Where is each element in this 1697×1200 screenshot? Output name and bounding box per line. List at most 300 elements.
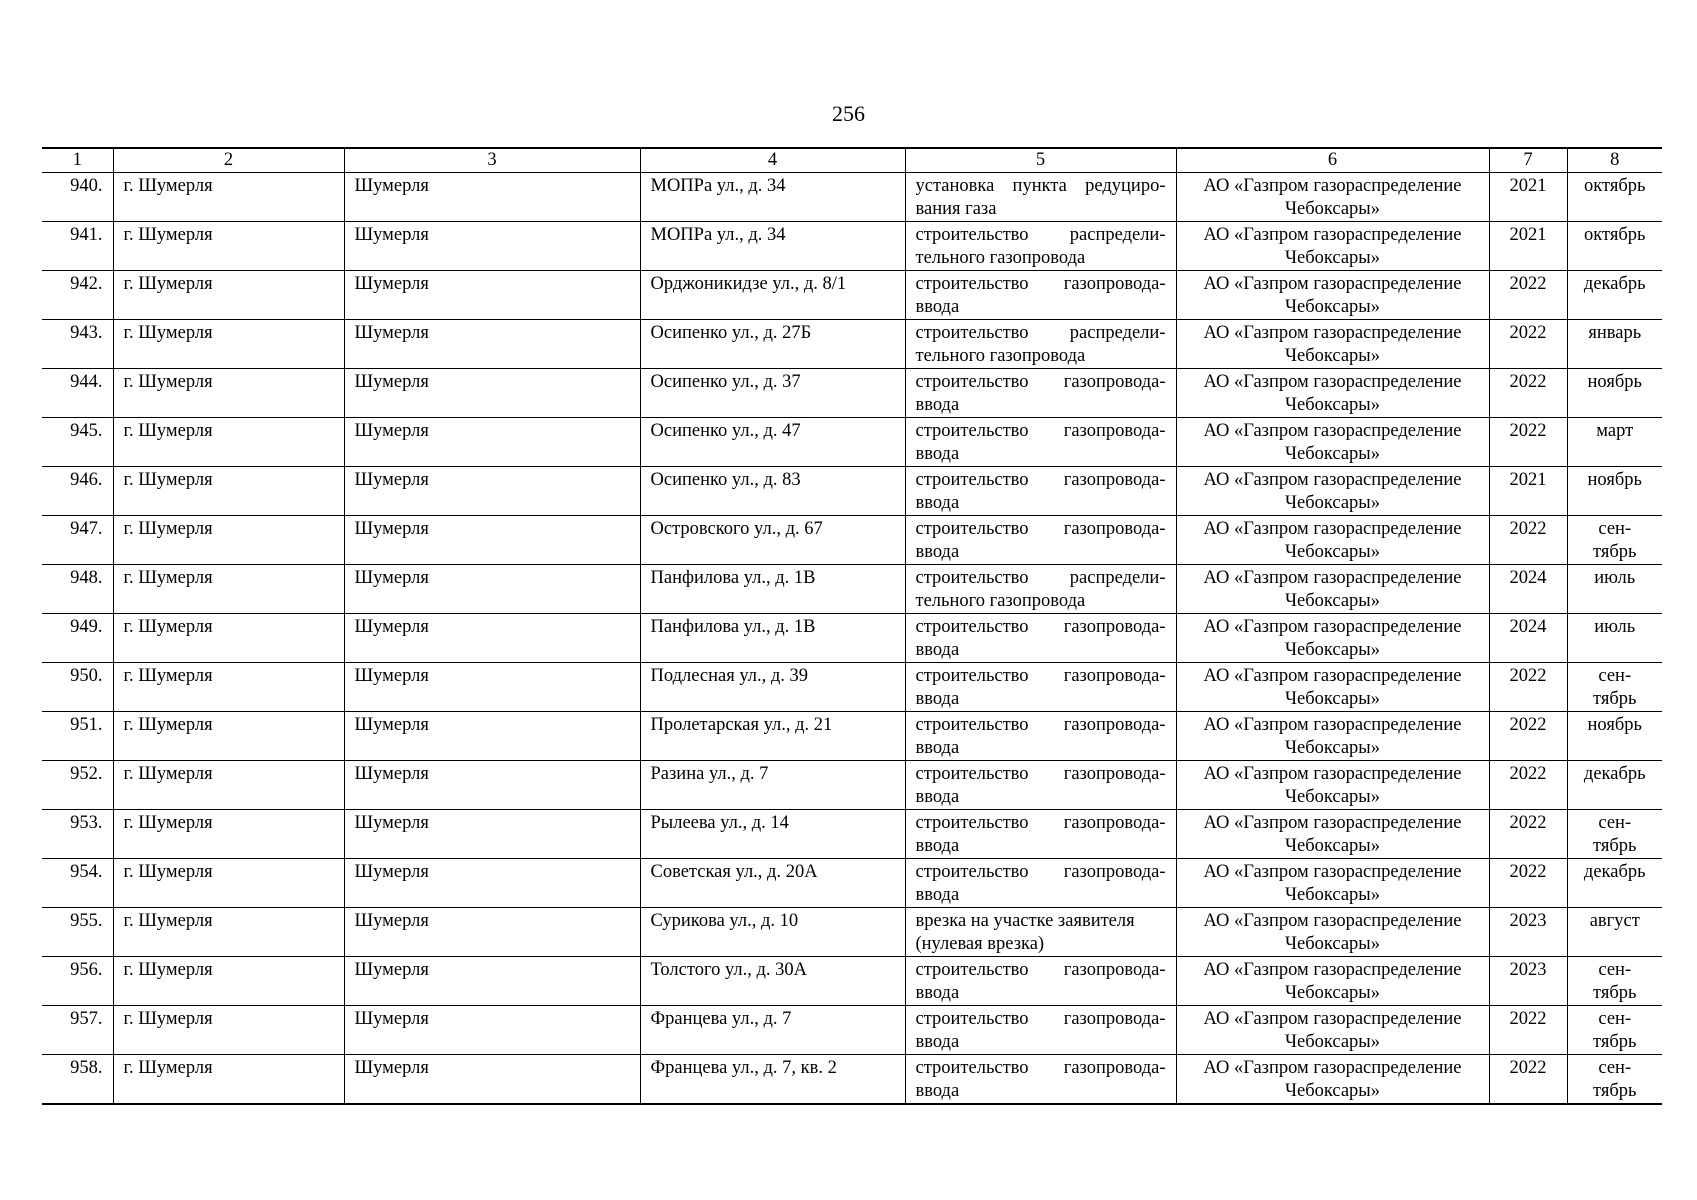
cell-text: 955. — [70, 910, 103, 931]
cell-text: строительство газопровода- — [915, 812, 1166, 833]
district-cell — [113, 809, 344, 858]
work-type-cell — [905, 760, 1176, 809]
cell-text: тельного газопровода — [915, 247, 1086, 268]
column-header: 4 — [640, 148, 905, 172]
cell-text: г. Шумерля — [123, 763, 213, 784]
cell-text: 2022 — [1509, 322, 1547, 343]
address-cell — [640, 907, 905, 956]
cell-text: 2022 — [1509, 861, 1547, 882]
cell-text: АО «Газпром газораспределение — [1203, 518, 1462, 539]
cell-text: 2024 — [1509, 567, 1547, 588]
organization-cell — [1176, 270, 1489, 319]
year-cell — [1489, 662, 1567, 711]
district-cell — [113, 662, 344, 711]
cell-text: 957. — [70, 1008, 103, 1029]
table-row — [42, 907, 1662, 956]
column-header: 3 — [344, 148, 640, 172]
organization-cell — [1176, 858, 1489, 907]
cell-text: тябрь — [1593, 688, 1637, 709]
cell-text: июль — [1594, 567, 1636, 588]
cell-text: тябрь — [1593, 1080, 1637, 1101]
cell-text: 948. — [70, 567, 103, 588]
district-cell — [113, 319, 344, 368]
table-row — [42, 515, 1662, 564]
cell-text: сен- — [1598, 665, 1632, 686]
cell-text: Чебоксары» — [1284, 247, 1380, 268]
cell-text: АО «Газпром газораспределение — [1203, 665, 1462, 686]
month-cell — [1567, 417, 1662, 466]
locality-cell — [344, 319, 640, 368]
cell-text: март — [1596, 420, 1634, 441]
cell-text: ввода — [915, 982, 960, 1003]
cell-text: сен- — [1598, 812, 1632, 833]
row-number-cell — [42, 858, 113, 907]
cell-text: Чебоксары» — [1284, 933, 1380, 954]
year-cell — [1489, 466, 1567, 515]
cell-text: строительство газопровода- — [915, 518, 1166, 539]
table-row — [42, 221, 1662, 270]
cell-text: г. Шумерля — [123, 714, 213, 735]
work-type-cell — [905, 1005, 1176, 1054]
cell-text: АО «Газпром газораспределение — [1203, 959, 1462, 980]
cell-text: Орджоникидзе ул., д. 8/1 — [650, 273, 847, 294]
row-number-cell — [42, 564, 113, 613]
cell-text: тябрь — [1593, 835, 1637, 856]
district-cell — [113, 1054, 344, 1104]
page-number: 256 — [832, 101, 865, 126]
organization-cell — [1176, 711, 1489, 760]
cell-text: вания газа — [915, 198, 997, 219]
district-cell — [113, 956, 344, 1005]
organization-cell — [1176, 515, 1489, 564]
locality-cell — [344, 711, 640, 760]
cell-text: тябрь — [1593, 982, 1637, 1003]
cell-text: Чебоксары» — [1284, 590, 1380, 611]
cell-text: тябрь — [1593, 1031, 1637, 1052]
data-table — [42, 147, 1662, 1105]
cell-text: Советская ул., д. 20А — [650, 861, 818, 882]
cell-text: Чебоксары» — [1284, 639, 1380, 660]
cell-text: Чебоксары» — [1284, 982, 1380, 1003]
cell-text: 2024 — [1509, 616, 1547, 637]
district-cell — [113, 270, 344, 319]
work-type-cell — [905, 221, 1176, 270]
cell-text: строительство газопровода- — [915, 1008, 1166, 1029]
column-header: 2 — [113, 148, 344, 172]
cell-text: ввода — [915, 1031, 960, 1052]
work-type-cell — [905, 319, 1176, 368]
organization-cell — [1176, 221, 1489, 270]
month-cell — [1567, 368, 1662, 417]
cell-text: г. Шумерля — [123, 371, 213, 392]
cell-text: 941. — [70, 224, 103, 245]
cell-text: сен- — [1598, 1057, 1632, 1078]
cell-text: строительство газопровода- — [915, 665, 1166, 686]
row-number-cell — [42, 319, 113, 368]
row-number-cell — [42, 760, 113, 809]
row-number-cell — [42, 221, 113, 270]
table-row — [42, 1005, 1662, 1054]
year-cell — [1489, 613, 1567, 662]
row-number-cell — [42, 368, 113, 417]
cell-text: Чебоксары» — [1284, 345, 1380, 366]
cell-text: тельного газопровода — [915, 345, 1086, 366]
table-row — [42, 172, 1662, 221]
month-cell — [1567, 1054, 1662, 1104]
cell-text: г. Шумерля — [123, 616, 213, 637]
cell-text: АО «Газпром газораспределение — [1203, 1057, 1462, 1078]
cell-text: МОПРа ул., д. 34 — [650, 224, 786, 245]
cell-text: 2022 — [1509, 812, 1547, 833]
cell-text: г. Шумерля — [123, 420, 213, 441]
column-header: 8 — [1567, 148, 1662, 172]
cell-text: 2023 — [1509, 910, 1547, 931]
address-cell — [640, 613, 905, 662]
organization-cell — [1176, 907, 1489, 956]
locality-cell — [344, 466, 640, 515]
organization-cell — [1176, 760, 1489, 809]
cell-text: 2022 — [1509, 714, 1547, 735]
year-cell — [1489, 858, 1567, 907]
year-cell — [1489, 907, 1567, 956]
district-cell — [113, 515, 344, 564]
locality-cell — [344, 270, 640, 319]
month-cell — [1567, 172, 1662, 221]
year-cell — [1489, 760, 1567, 809]
cell-text: сен- — [1598, 518, 1632, 539]
row-number-cell — [42, 270, 113, 319]
year-cell — [1489, 1005, 1567, 1054]
cell-text: Шумерля — [354, 371, 429, 392]
cell-text: 942. — [70, 273, 103, 294]
address-cell — [640, 270, 905, 319]
row-number-cell — [42, 956, 113, 1005]
cell-text: (нулевая врезка) — [915, 933, 1045, 954]
cell-text: Панфилова ул., д. 1В — [650, 616, 816, 637]
cell-text: Шумерля — [354, 959, 429, 980]
year-cell — [1489, 711, 1567, 760]
month-cell — [1567, 760, 1662, 809]
cell-text: Шумерля — [354, 469, 429, 490]
cell-text: июль — [1594, 616, 1636, 637]
cell-text: 946. — [70, 469, 103, 490]
organization-cell — [1176, 319, 1489, 368]
table-row — [42, 417, 1662, 466]
cell-text: г. Шумерля — [123, 322, 213, 343]
locality-cell — [344, 221, 640, 270]
year-cell — [1489, 956, 1567, 1005]
row-number-cell — [42, 662, 113, 711]
table-row — [42, 1054, 1662, 1104]
year-cell — [1489, 172, 1567, 221]
organization-cell — [1176, 466, 1489, 515]
cell-text: ввода — [915, 541, 960, 562]
cell-text: ввода — [915, 394, 960, 415]
organization-cell — [1176, 956, 1489, 1005]
locality-cell — [344, 956, 640, 1005]
cell-text: АО «Газпром газораспределение — [1203, 910, 1462, 931]
cell-text: Чебоксары» — [1284, 198, 1380, 219]
district-cell — [113, 564, 344, 613]
cell-text: Рылеева ул., д. 14 — [650, 812, 789, 833]
cell-text: Чебоксары» — [1284, 394, 1380, 415]
address-cell — [640, 711, 905, 760]
organization-cell — [1176, 368, 1489, 417]
month-cell — [1567, 662, 1662, 711]
locality-cell — [344, 809, 640, 858]
cell-text: АО «Газпром газораспределение — [1203, 469, 1462, 490]
address-cell — [640, 417, 905, 466]
cell-text: АО «Газпром газораспределение — [1203, 1008, 1462, 1029]
work-type-cell — [905, 515, 1176, 564]
table-row — [42, 270, 1662, 319]
header-row — [42, 148, 1662, 172]
cell-text: 2021 — [1509, 175, 1547, 196]
address-cell — [640, 760, 905, 809]
work-type-cell — [905, 368, 1176, 417]
cell-text: г. Шумерля — [123, 665, 213, 686]
cell-text: январь — [1588, 322, 1642, 343]
year-cell — [1489, 319, 1567, 368]
cell-text: 951. — [70, 714, 103, 735]
cell-text: 953. — [70, 812, 103, 833]
cell-text: Осипенко ул., д. 27Б — [650, 322, 812, 343]
cell-text: Чебоксары» — [1284, 835, 1380, 856]
cell-text: Чебоксары» — [1284, 737, 1380, 758]
address-cell — [640, 1054, 905, 1104]
district-cell — [113, 858, 344, 907]
cell-text: Шумерля — [354, 665, 429, 686]
cell-text: строительство газопровода- — [915, 714, 1166, 735]
cell-text: строительство газопровода- — [915, 420, 1166, 441]
cell-text: Чебоксары» — [1284, 786, 1380, 807]
cell-text: ввода — [915, 786, 960, 807]
table-row — [42, 662, 1662, 711]
cell-text: 940. — [70, 175, 103, 196]
district-cell — [113, 221, 344, 270]
month-cell — [1567, 858, 1662, 907]
organization-cell — [1176, 1005, 1489, 1054]
cell-text: ноябрь — [1587, 469, 1642, 490]
address-cell — [640, 858, 905, 907]
month-cell — [1567, 809, 1662, 858]
cell-text: Шумерля — [354, 861, 429, 882]
cell-text: Шумерля — [354, 763, 429, 784]
cell-text: ввода — [915, 688, 960, 709]
locality-cell — [344, 1054, 640, 1104]
cell-text: АО «Газпром газораспределение — [1203, 175, 1462, 196]
cell-text: Чебоксары» — [1284, 492, 1380, 513]
month-cell — [1567, 956, 1662, 1005]
cell-text: ввода — [915, 835, 960, 856]
cell-text: октябрь — [1584, 224, 1646, 245]
district-cell — [113, 711, 344, 760]
table-row — [42, 613, 1662, 662]
cell-text: сен- — [1598, 1008, 1632, 1029]
cell-text: Шумерля — [354, 518, 429, 539]
cell-text: 2022 — [1509, 420, 1547, 441]
cell-text: Шумерля — [354, 714, 429, 735]
cell-text: ввода — [915, 443, 960, 464]
cell-text: г. Шумерля — [123, 175, 213, 196]
cell-text: строительство газопровода- — [915, 616, 1166, 637]
district-cell — [113, 368, 344, 417]
table-row — [42, 368, 1662, 417]
month-cell — [1567, 515, 1662, 564]
cell-text: ввода — [915, 737, 960, 758]
district-cell — [113, 466, 344, 515]
address-cell — [640, 564, 905, 613]
cell-text: ввода — [915, 296, 960, 317]
address-cell — [640, 956, 905, 1005]
cell-text: Разина ул., д. 7 — [650, 763, 769, 784]
year-cell — [1489, 417, 1567, 466]
cell-text: 954. — [70, 861, 103, 882]
locality-cell — [344, 760, 640, 809]
row-number-cell — [42, 1005, 113, 1054]
cell-text: сен- — [1598, 959, 1632, 980]
cell-text: Осипенко ул., д. 83 — [650, 469, 801, 490]
cell-text: строительство газопровода- — [915, 763, 1166, 784]
year-cell — [1489, 368, 1567, 417]
cell-text: декабрь — [1583, 273, 1646, 294]
cell-text: г. Шумерля — [123, 959, 213, 980]
table-row — [42, 858, 1662, 907]
cell-text: ввода — [915, 639, 960, 660]
organization-cell — [1176, 1054, 1489, 1104]
cell-text: АО «Газпром газораспределение — [1203, 763, 1462, 784]
address-cell — [640, 466, 905, 515]
cell-text: строительство газопровода- — [915, 273, 1166, 294]
cell-text: 956. — [70, 959, 103, 980]
cell-text: 949. — [70, 616, 103, 637]
table-row — [42, 564, 1662, 613]
cell-text: АО «Газпром газораспределение — [1203, 273, 1462, 294]
cell-text: Шумерля — [354, 175, 429, 196]
cell-text: АО «Газпром газораспределение — [1203, 371, 1462, 392]
cell-text: Шумерля — [354, 1008, 429, 1029]
cell-text: 943. — [70, 322, 103, 343]
column-header: 7 — [1489, 148, 1567, 172]
month-cell — [1567, 466, 1662, 515]
address-cell — [640, 221, 905, 270]
cell-text: АО «Газпром газораспределение — [1203, 420, 1462, 441]
cell-text: Чебоксары» — [1284, 1080, 1380, 1101]
cell-text: АО «Газпром газораспределение — [1203, 322, 1462, 343]
cell-text: Осипенко ул., д. 37 — [650, 371, 801, 392]
row-number-cell — [42, 515, 113, 564]
month-cell — [1567, 613, 1662, 662]
organization-cell — [1176, 662, 1489, 711]
year-cell — [1489, 270, 1567, 319]
work-type-cell — [905, 809, 1176, 858]
cell-text: ввода — [915, 884, 960, 905]
cell-text: Подлесная ул., д. 39 — [650, 665, 809, 686]
cell-text: октябрь — [1584, 175, 1646, 196]
cell-text: строительство распредели- — [915, 567, 1166, 588]
cell-text: Шумерля — [354, 273, 429, 294]
row-number-cell — [42, 711, 113, 760]
cell-text: строительство распредели- — [915, 322, 1166, 343]
cell-text: 945. — [70, 420, 103, 441]
column-header: 5 — [905, 148, 1176, 172]
cell-text: декабрь — [1583, 861, 1646, 882]
year-cell — [1489, 515, 1567, 564]
cell-text: 950. — [70, 665, 103, 686]
organization-cell — [1176, 172, 1489, 221]
cell-text: 2022 — [1509, 763, 1547, 784]
cell-text: АО «Газпром газораспределение — [1203, 224, 1462, 245]
cell-text: строительство газопровода- — [915, 861, 1166, 882]
cell-text: ноябрь — [1587, 714, 1642, 735]
locality-cell — [344, 172, 640, 221]
cell-text: Чебоксары» — [1284, 688, 1380, 709]
month-cell — [1567, 270, 1662, 319]
work-type-cell — [905, 907, 1176, 956]
cell-text: ввода — [915, 1080, 960, 1101]
cell-text: г. Шумерля — [123, 1008, 213, 1029]
cell-text: тябрь — [1593, 541, 1637, 562]
cell-text: Шумерля — [354, 910, 429, 931]
table-row — [42, 809, 1662, 858]
cell-text: 2023 — [1509, 959, 1547, 980]
cell-text: Панфилова ул., д. 1В — [650, 567, 816, 588]
locality-cell — [344, 515, 640, 564]
row-number-cell — [42, 907, 113, 956]
year-cell — [1489, 1054, 1567, 1104]
address-cell — [640, 1005, 905, 1054]
locality-cell — [344, 564, 640, 613]
cell-text: г. Шумерля — [123, 273, 213, 294]
table-row — [42, 466, 1662, 515]
organization-cell — [1176, 809, 1489, 858]
month-cell — [1567, 711, 1662, 760]
address-cell — [640, 172, 905, 221]
locality-cell — [344, 858, 640, 907]
year-cell — [1489, 564, 1567, 613]
table-body — [42, 172, 1662, 1104]
cell-text: Шумерля — [354, 322, 429, 343]
cell-text: 2021 — [1509, 224, 1547, 245]
cell-text: ввода — [915, 492, 960, 513]
cell-text: строительство газопровода- — [915, 469, 1166, 490]
cell-text: 2022 — [1509, 1008, 1547, 1029]
district-cell — [113, 613, 344, 662]
work-type-cell — [905, 417, 1176, 466]
cell-text: 2022 — [1509, 273, 1547, 294]
cell-text: декабрь — [1583, 763, 1646, 784]
cell-text: 958. — [70, 1057, 103, 1078]
cell-text: Чебоксары» — [1284, 1031, 1380, 1052]
cell-text: г. Шумерля — [123, 861, 213, 882]
cell-text: 2022 — [1509, 518, 1547, 539]
cell-text: 947. — [70, 518, 103, 539]
row-number-cell — [42, 1054, 113, 1104]
cell-text: Сурикова ул., д. 10 — [650, 910, 799, 931]
cell-text: г. Шумерля — [123, 812, 213, 833]
cell-text: АО «Газпром газораспределение — [1203, 812, 1462, 833]
work-type-cell — [905, 466, 1176, 515]
cell-text: строительство газопровода- — [915, 1057, 1166, 1078]
cell-text: Францева ул., д. 7 — [650, 1008, 792, 1029]
cell-text: 2021 — [1509, 469, 1547, 490]
locality-cell — [344, 417, 640, 466]
cell-text: ноябрь — [1587, 371, 1642, 392]
cell-text: Чебоксары» — [1284, 296, 1380, 317]
cell-text: Шумерля — [354, 616, 429, 637]
cell-text: Пролетарская ул., д. 21 — [650, 714, 833, 735]
cell-text: АО «Газпром газораспределение — [1203, 616, 1462, 637]
